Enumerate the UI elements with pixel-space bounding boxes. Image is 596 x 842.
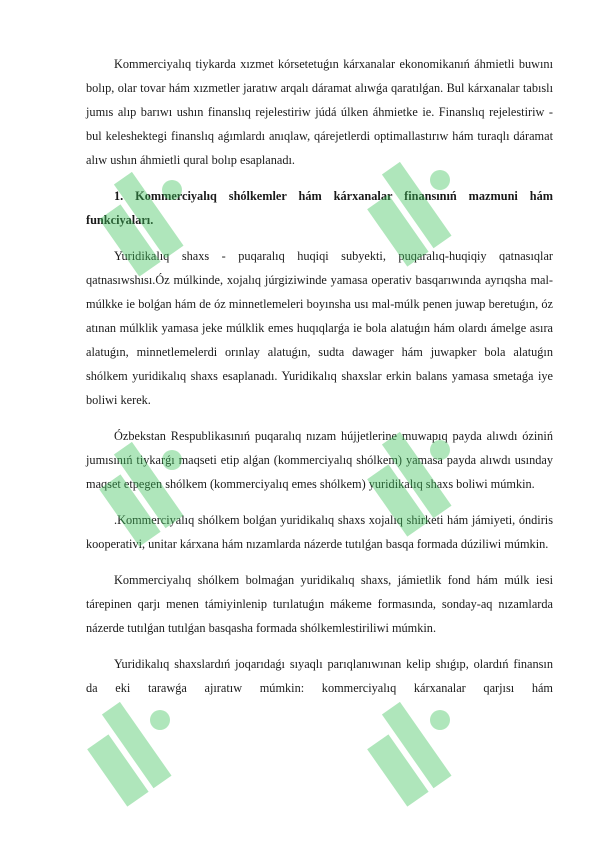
paragraph-legal-entity: Yuridikalıq shaxs - puqaralıq huqiqi subyekti, puqaralıq-huqiqiy qatnasıqlar qatnasıwshısı.Óz múlkinde, xojalıq júrgiziwinde yamasa operativ basqarıwında ayrıqsha mal-múlkke ie bolǵan hám de óz minnetlemeleri boyınsha usı mal-múlk penen juwap beretuǵın, óz atınan múlklik yamasa jeke múlklik emes huqıqlarǵa ie bola alatuǵın hám olardı ámelge asıra alatuǵın, minnetlemelerdi orınlay alatuǵın, sudta dawager hám juwapker bola alatuǵın shólkem yuridikalıq shaxs esaplanadı. Yuridikalıq shaxslar erkin balans yamasa smetaǵa iye boliwi kerek. <box>86 249 553 407</box>
paragraph-uzbekistan-law: Ózbekstan Respublikasınıń puqaralıq nızam hújjetlerine muwapıq payda alıwdı óziniń jumısınıń tiykarǵı maqseti etip alǵan (kommerciyalıq shólkem) yamasa payda alıwdı usınday maqset etpegen shólkem (kommerciyalıq emes shólkem) yuridikalıq shaxs boliwi múmkin. <box>86 429 553 491</box>
paragraph-intro: Kommerciyalıq tiykarda xızmet kórsetetuǵın kárxanalar ekonomikanıń áhmietli buwını bolıp, olar tovar hám xızmetler jaratıw arqalı dáramat alıwǵa qaratılǵan. Bul kárxanalar tabıslı jumıs alıp barıwı ushın finanslıq rejelestiriw júdá úlken áhmietke ie. Finanslıq rejelestiriw - bul keleshektegi finanslıq aǵımlardı anıqlaw, qárejetlerdi optimallastırıw hám turaqlı dáramat alıw ushın áhmietli qural bolıp esaplanadı. <box>86 57 553 167</box>
document-body <box>86 52 553 712</box>
paragraph-commercial-forms: .Kommerciyalıq shólkem bolǵan yuridikalıq shaxs xojalıq shirketi hám jámiyeti, óndiris kooperativi, unitar kárxana hám nızamlarda názerde tutılǵan basqa formada dúziliwi múmkin. <box>86 513 553 551</box>
paragraph-noncommercial-forms: Kommerciyalıq shólkem bolmaǵan yuridikalıq shaxs, jámietlik fond hám múlk iesi tárepinen qarjı menen támiyinlenip turılatuǵın mákeme formasında, sonday-aq nızamlarda názerde tutılǵan tutılǵan basqasha formada shólkemlestiriliwi múmkin. <box>86 573 553 635</box>
paragraph-finance-split: Yuridikalıq shaxslardıń joqarıdaǵı sıyaqlı parıqlanıwınan kelip shıǵıp, olardıń finansın da eki tarawǵa ajıratıw múmkin: kommerciyalıq kárxanalar qarjısı hám <box>86 657 553 695</box>
section-heading: 1. Kommerciyalıq shólkemler hám kárxanalar finansınıń mazmuni hám funkciyaları. <box>86 189 553 227</box>
